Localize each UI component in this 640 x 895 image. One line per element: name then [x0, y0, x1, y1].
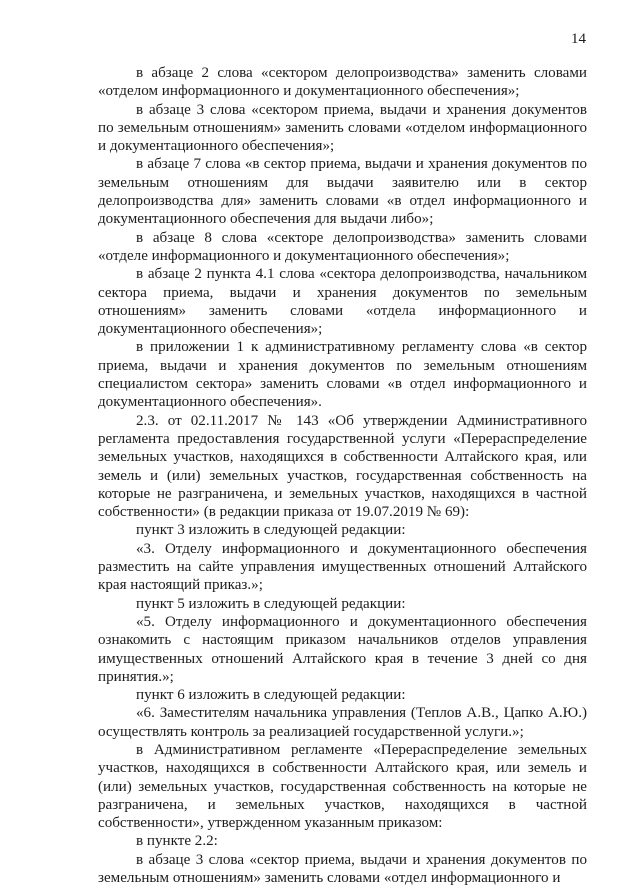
paragraph-punkt-4-1: в абзаце 2 пункта 4.1 слова «сектора делопроизводства, начальником сектора приема, выдачи и хранения документов по земельным отношениям» заменить словами «отдела информационного и документационного обеспечения»;: [98, 266, 587, 338]
paragraph-abzac-3: в абзаце 3 слова «сектором приема, выдачи и хранения документов по земельным отношениям» заменить словами «отделом информационного и документационного обеспечения»;: [98, 101, 587, 155]
paragraph-abzac-7: в абзаце 7 слова «в сектор приема, выдачи и хранения документов по земельным отношениям для выдачи заявителю или в сектор делопроизводства для» заменить словами «в отдел информационного и документационного обеспечения для выдачи либо»;: [98, 156, 587, 228]
document-body: [98, 64, 587, 887]
paragraph-punkt-2-2: в пункте 2.2:: [136, 833, 218, 850]
paragraph-punkt-6-text: «6. Заместителям начальника управления (Теплов А.В., Цапко А.Ю.) осуществлять контроль за реализацией государственной услуги.»;: [98, 705, 587, 740]
paragraph-prilozhenie-1: в приложении 1 к административному регламенту слова «в сектор приема, выдачи и хранения документов по земельным отношениям специалистом сектора» заменить словами «в отдел информационного и документационного обеспечения».: [98, 339, 587, 411]
paragraph-abzac-2: в абзаце 2 слова «сектором делопроизводства» заменить словами «отделом информационного и документационного обеспечения»;: [98, 65, 587, 100]
page-number: 14: [571, 31, 586, 47]
paragraph-punkt-6-intro: пункт 6 изложить в следующей редакции:: [136, 687, 406, 704]
paragraph-punkt-5-text: «5. Отделу информационного и документационного обеспечения ознакомить с настоящим приказом начальников отделов управления имущественных отношений Алтайского края в течение 3 дней со дня принятия.»;: [98, 613, 587, 685]
paragraph-punkt-3-intro: пункт 3 изложить в следующей редакции:: [136, 522, 406, 539]
paragraph-abzac-3-final: в абзаце 3 слова «сектор приема, выдачи и хранения документов по земельным отношениям» заменить словами «отдел информационного и: [98, 851, 587, 887]
paragraph-punkt-5-intro: пункт 5 изложить в следующей редакции:: [136, 595, 406, 612]
paragraph-abzac-8: в абзаце 8 слова «секторе делопроизводства» заменить словами «отделе информационного и документационного обеспечения»;: [98, 229, 587, 264]
paragraph-section-2-3: 2.3. от 02.11.2017 № 143 «Об утверждении Административного регламента предоставления государственной услуги «Перераспределение земельных участков, находящихся в собственности Алтайского края, или земель и (или) земельных участков, государственная собственность на которые не разграничена, и земельных участков, находящихся в частной собственности» (в редакции приказа от 19.07.2019 № 69):: [98, 412, 587, 521]
paragraph-reglament: в Административном регламенте «Перераспределение земельных участков, находящихся в собственности Алтайского края, или земель и (или) земельных участков, государственная собственность на которые не разграничена, и земельных участков, находящихся в частной собственности», утвержденном указанным приказом:: [98, 741, 587, 832]
paragraph-punkt-3-text: «3. Отделу информационного и документационного обеспечения разместить на сайте управления имущественных отношений Алтайского края настоящий приказ.»;: [98, 540, 587, 594]
